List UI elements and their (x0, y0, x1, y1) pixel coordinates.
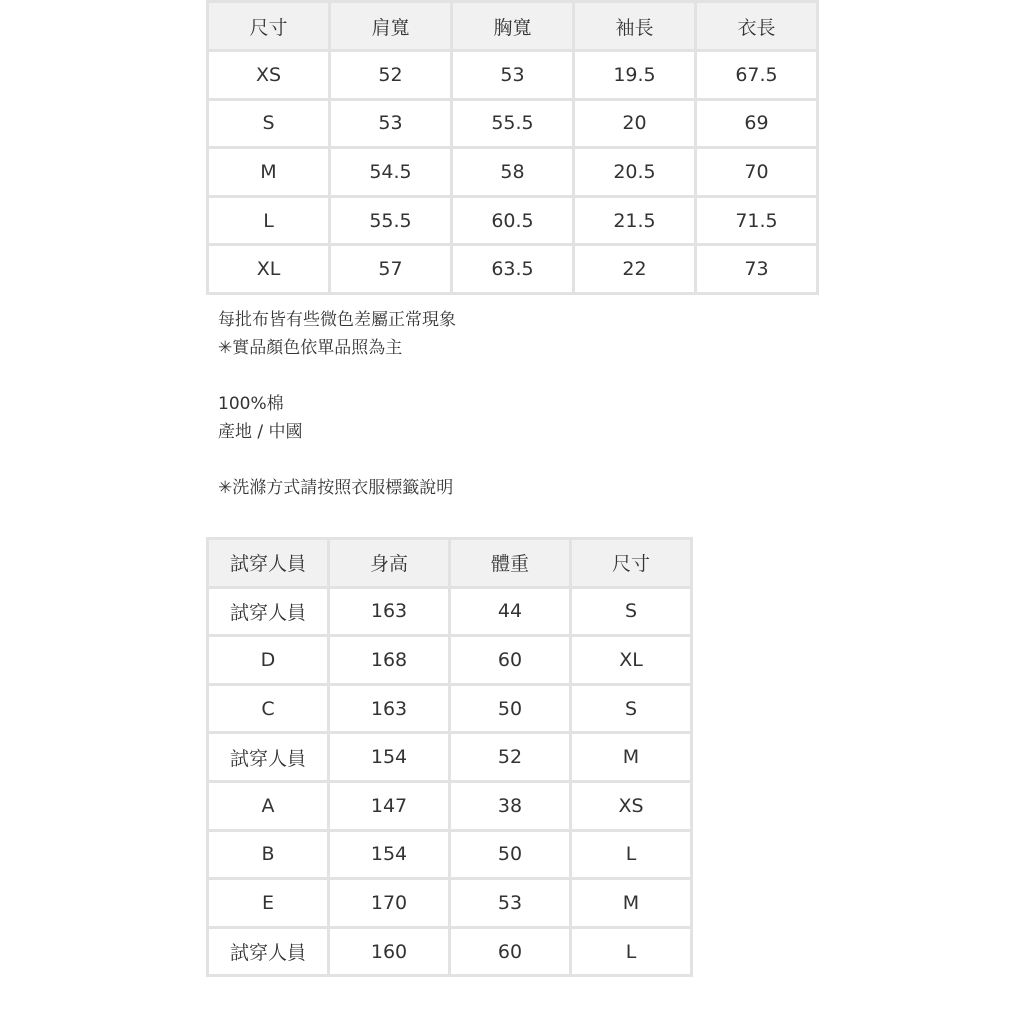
color-variance-note: 每批布皆有些微色差屬正常現象 (218, 310, 456, 330)
table-cell: 60.5 (452, 196, 574, 245)
table-cell: 58 (452, 148, 574, 197)
header-cell: 試穿人員 (208, 539, 329, 588)
table-cell: 60 (450, 927, 571, 976)
table-cell: 53 (330, 99, 452, 148)
table-cell: 67.5 (696, 51, 818, 100)
table-cell: 試穿人員 (208, 733, 329, 782)
table-row (208, 684, 692, 733)
table-cell: 160 (329, 927, 450, 976)
spacer (218, 446, 456, 474)
table-row (208, 587, 692, 636)
table-cell: S (571, 684, 692, 733)
table-cell: S (571, 587, 692, 636)
table-cell: 63.5 (452, 245, 574, 294)
table-cell: M (571, 879, 692, 928)
fitting-model-header-row (208, 539, 692, 588)
table-cell: 60 (450, 636, 571, 685)
table-row (208, 927, 692, 976)
table-cell: 50 (450, 830, 571, 879)
table-row (208, 245, 818, 294)
table-row (208, 879, 692, 928)
actual-color-note: ✳實品顏色依單品照為主 (218, 338, 403, 358)
size-chart-table (206, 0, 819, 295)
table-row (208, 733, 692, 782)
table-cell: 70 (696, 148, 818, 197)
header-cell: 衣長 (696, 2, 818, 51)
table-row (208, 99, 818, 148)
table-row (208, 51, 818, 100)
table-cell: E (208, 879, 329, 928)
header-cell: 袖長 (574, 2, 696, 51)
header-cell: 胸寬 (452, 2, 574, 51)
table-cell: 69 (696, 99, 818, 148)
product-notes (218, 306, 456, 502)
table-cell: 52 (450, 733, 571, 782)
table-cell: 20.5 (574, 148, 696, 197)
table-cell: S (208, 99, 330, 148)
table-cell: 54.5 (330, 148, 452, 197)
table-cell: B (208, 830, 329, 879)
table-row (208, 636, 692, 685)
fitting-model-table (206, 537, 693, 977)
table-cell: 71.5 (696, 196, 818, 245)
table-cell: XS (208, 51, 330, 100)
spacer (218, 362, 456, 390)
washing-note: ✳洗滌方式請按照衣服標籤說明 (218, 478, 454, 498)
table-cell: 44 (450, 587, 571, 636)
table-cell: XS (571, 781, 692, 830)
origin-note: 產地 / 中國 (218, 422, 303, 442)
table-cell: M (571, 733, 692, 782)
table-row (208, 148, 818, 197)
header-cell: 身高 (329, 539, 450, 588)
table-cell: 154 (329, 830, 450, 879)
table-cell: 163 (329, 587, 450, 636)
table-cell: M (208, 148, 330, 197)
header-cell: 尺寸 (571, 539, 692, 588)
table-cell: XL (208, 245, 330, 294)
table-cell: 52 (330, 51, 452, 100)
table-row (208, 830, 692, 879)
table-cell: L (208, 196, 330, 245)
table-cell: 55.5 (452, 99, 574, 148)
table-cell: 53 (452, 51, 574, 100)
header-cell: 肩寬 (330, 2, 452, 51)
table-cell: XL (571, 636, 692, 685)
table-row (208, 196, 818, 245)
table-cell: L (571, 830, 692, 879)
size-chart-header-row (208, 2, 818, 51)
table-cell: 試穿人員 (208, 587, 329, 636)
table-cell: 50 (450, 684, 571, 733)
table-cell: 53 (450, 879, 571, 928)
table-cell: 163 (329, 684, 450, 733)
table-cell: A (208, 781, 329, 830)
table-cell: 73 (696, 245, 818, 294)
table-cell: 19.5 (574, 51, 696, 100)
table-cell: 38 (450, 781, 571, 830)
table-cell: 20 (574, 99, 696, 148)
table-cell: 22 (574, 245, 696, 294)
table-cell: L (571, 927, 692, 976)
table-cell: C (208, 684, 329, 733)
table-cell: 21.5 (574, 196, 696, 245)
table-cell: 147 (329, 781, 450, 830)
table-cell: 試穿人員 (208, 927, 329, 976)
header-cell: 體重 (450, 539, 571, 588)
table-cell: 170 (329, 879, 450, 928)
table-row (208, 781, 692, 830)
table-cell: 55.5 (330, 196, 452, 245)
table-cell: D (208, 636, 329, 685)
material-note: 100%棉 (218, 394, 284, 414)
table-cell: 57 (330, 245, 452, 294)
table-cell: 154 (329, 733, 450, 782)
table-cell: 168 (329, 636, 450, 685)
header-cell: 尺寸 (208, 2, 330, 51)
